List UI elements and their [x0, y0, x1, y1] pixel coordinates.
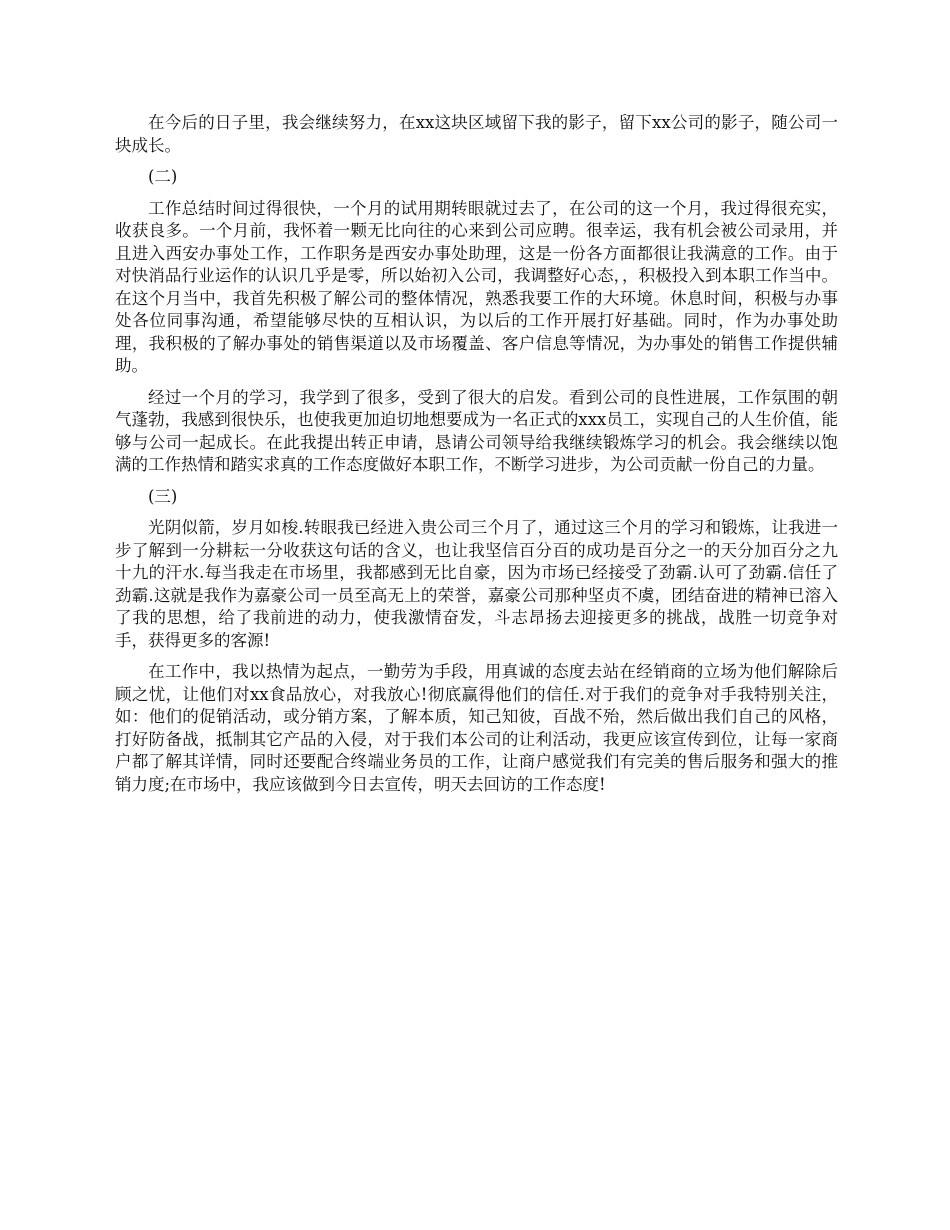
- paragraph-closing-part-one: 在今后的日子里，我会继续努力，在xx这块区域留下我的影子，留下xx公司的影子，随公司一块成长。: [115, 113, 838, 155]
- section-heading-three: (三): [148, 486, 178, 506]
- paragraph-regularization-request: 经过一个月的学习，我学到了很多，受到了很大的启发。看到公司的良性进展，工作氛围的朝气蓬勃，我感到很快乐，也使我更加迫切地想要成为一名正式的xxx员工，实现自己的人生价值，能够与公司一起成长。在此我提出转正申请，恳请公司领导给我继续锻炼学习的机会。我会继续以饱满的工作热情和踏实求真的工作态度做好本职工作，不断学习进步，为公司贡献一份自己的力量。: [115, 387, 838, 474]
- paragraph-three-months: 光阴似箭，岁月如梭.转眼我已经进入贵公司三个月了，通过这三个月的学习和锻炼，让我进一步了解到一分耕耘一分收获这句话的含义，也让我坚信百分百的成功是百分之一的天分加百分之九十九的汗水.每当我走在市场里，我都感到无比自豪，因为市场已经接受了劲霸.认可了劲霸.信任了劲霸.这就是我作为嘉豪公司一员至高无上的荣誉，嘉豪公司那种坚贞不虞，团结奋进的精神已溶入了我的思想，给了我前进的动力，使我激情奋发，斗志昂扬去迎接更多的挑战，战胜一切竞争对手，获得更多的客源!: [115, 518, 838, 650]
- paragraph-work-attitude: 在工作中，我以热情为起点，一勤劳为手段，用真诚的态度去站在经销商的立场为他们解除后顾之忧，让他们对xx食品放心，对我放心!彻底赢得他们的信任.对于我们的竞争对手我特别关注，如：他们的促销活动，或分销方案，了解本质，知己知彼，百战不殆，然后做出我们自己的风格，打好防备战，抵制其它产品的入侵，对于我们本公司的让利活动，我更应该宣传到位，让每一家商户都了解其详情，同时还要配合终端业务员的工作，让商户感觉我们有完美的售后服务和强大的推销力度;在市场中，我应该做到今日去宣传，明天去回访的工作态度!: [115, 662, 838, 794]
- paragraph-probation-summary: 工作总结时间过得很快，一个月的试用期转眼就过去了，在公司的这一个月，我过得很充实，收获良多。一个月前，我怀着一颗无比向往的心来到公司应聘。很幸运，我有机会被公司录用，并且进入西安办事处工作，工作职务是西安办事处助理，这是一份各方面都很让我满意的工作。由于对快消品行业运作的认识几乎是零，所以始初入公司，我调整好心态，，积极投入到本职工作当中。在这个月当中，我首先积极了解公司的整体情况，熟悉我要工作的大环境。休息时间，积极与办事处各位同事沟通，希望能够尽快的互相认识，为以后的工作开展打好基础。同时，作为办事处助理，我积极的了解办事处的销售渠道以及市场覆盖、客户信息等情况，为办事处的销售工作提供辅助。: [115, 198, 838, 375]
- section-heading-two: (二): [148, 167, 178, 186]
- document-body: [115, 112, 838, 805]
